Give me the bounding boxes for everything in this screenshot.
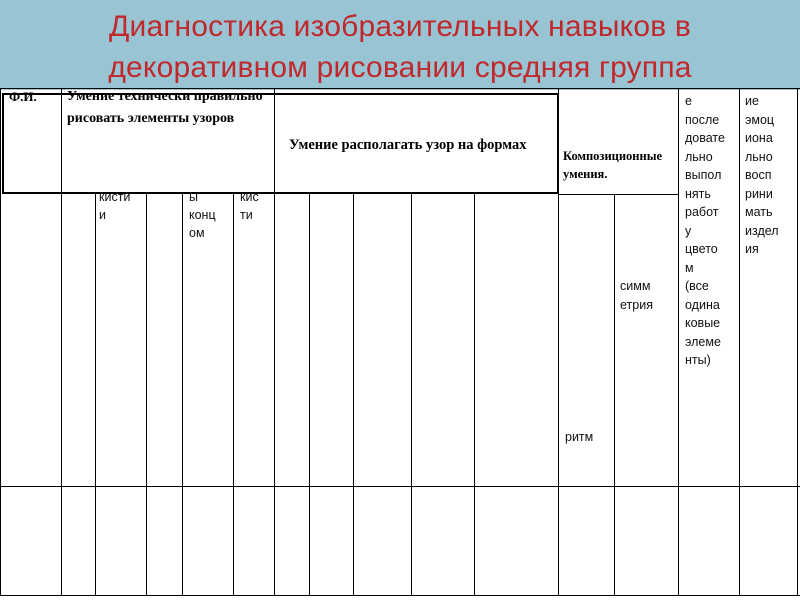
table-bottom-border — [0, 595, 800, 596]
slide-title: Диагностика изобразительных навыков в декоративном рисовании средняя группа — [108, 10, 692, 84]
table-col-line — [474, 194, 475, 596]
table-col-line — [95, 194, 96, 596]
table-col-line — [353, 194, 354, 596]
subheader-end-fragment: ы конц ом — [189, 190, 216, 240]
title-band — [0, 0, 800, 90]
header-fio: Ф.И. — [9, 89, 37, 104]
table-col-line — [146, 194, 147, 596]
table-row-divider — [0, 486, 800, 487]
subheader-brush-fragment-2: кис ти — [240, 190, 259, 222]
header-frame-separator — [274, 95, 275, 192]
table-col-line — [182, 194, 183, 596]
header-technique: Умение технически правильно рисовать элементы узоров — [67, 89, 263, 126]
header-arrange: Умение располагать узор на формах — [289, 137, 527, 153]
table-col-line — [678, 88, 679, 596]
header-emotion-fragment: ие эмоц иона льно восп рини мать издел ия — [745, 94, 779, 256]
subheader-brush-fragment: кисти и — [99, 190, 131, 222]
header-row-divider — [558, 194, 678, 195]
table-col-line — [614, 194, 615, 596]
table-col-line — [309, 194, 310, 596]
table-col-line — [797, 88, 798, 596]
header-sequence-fragment: е после довате льно выпол нять работ у цвето м (все одина ковые элеме нты) — [685, 94, 725, 367]
table-col-line — [233, 194, 234, 596]
table-col-line — [739, 88, 740, 596]
table-col-line — [411, 194, 412, 596]
header-composition: Композиционные умения. — [563, 149, 663, 181]
subheader-rhythm: ритм — [565, 430, 594, 444]
header-frame-separator — [61, 95, 62, 192]
subheader-symmetry: симм етрия — [620, 279, 653, 312]
table-col-line — [0, 88, 1, 596]
